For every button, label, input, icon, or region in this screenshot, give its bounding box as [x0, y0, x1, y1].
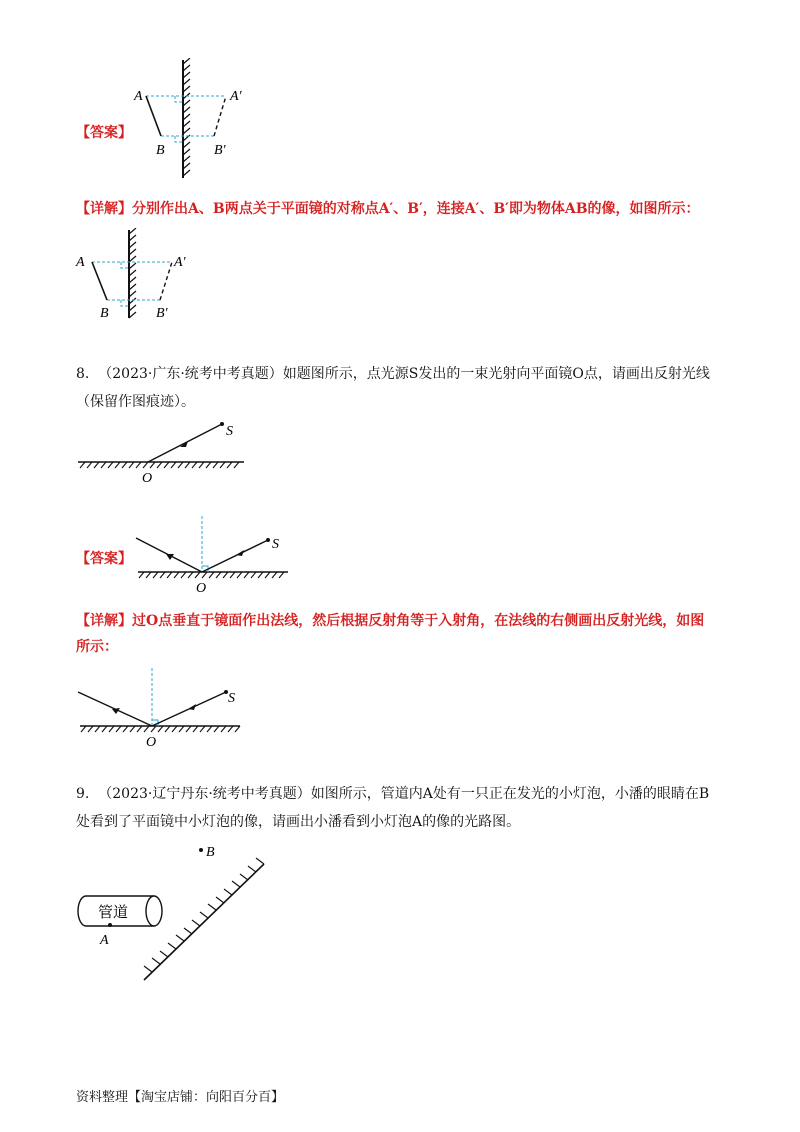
detail-8	[76, 608, 736, 660]
detail-tag: 【详解】	[76, 201, 132, 217]
image-ab	[160, 262, 172, 300]
detail-tag: 【详解】	[76, 613, 132, 629]
plane-mirror	[144, 858, 264, 980]
detail-7	[76, 196, 736, 222]
reflection-question-figure	[76, 416, 256, 486]
object-ab	[92, 262, 107, 300]
plane-mirror	[183, 58, 190, 178]
mirror-hatching	[139, 572, 284, 578]
incident-arrow	[188, 704, 196, 710]
plane-mirror	[129, 228, 136, 318]
mirror-hatching	[81, 726, 240, 732]
reflection-answer-figure	[132, 514, 292, 596]
reflection-detail-figure	[74, 666, 254, 750]
bulb-point-a	[108, 923, 112, 927]
question-8	[76, 360, 736, 416]
footer-text: 资料整理【淘宝店铺：向阳百分百】	[76, 1090, 285, 1105]
label-a: A	[100, 933, 109, 948]
detail-text: 过O点垂直于镜面作出法线，然后根据反射角等于入射角，在法线的右侧画出反射光线，如图	[132, 613, 705, 629]
light-source-s	[266, 538, 270, 542]
question-source: （2023·广东·统考中考真题）	[98, 366, 283, 382]
label-o: O	[142, 471, 153, 486]
label-a: A	[76, 255, 85, 270]
mirror-hatching	[80, 462, 239, 468]
question-number: 8.	[76, 366, 90, 382]
answer-tag: 【答案】	[76, 125, 132, 141]
label-b: B	[156, 143, 165, 158]
mirror-image-figure-detail	[74, 228, 214, 320]
label-s: S	[272, 537, 279, 552]
question-text: 如图所示，管道内A处有一只正在发光的小灯泡，小潘的眼睛在B	[310, 786, 710, 802]
label-o: O	[146, 735, 157, 750]
label-b-prime: B′	[156, 306, 168, 320]
question-9	[76, 780, 736, 836]
incident-ray	[148, 424, 222, 462]
pipe-label: 管道	[98, 905, 129, 921]
label-s: S	[228, 691, 235, 706]
answer-tag-8: 【答案】	[76, 551, 132, 567]
label-a-prime: A′	[230, 89, 242, 104]
question-text: 如题图所示，点光源S发出的一束光射向平面镜O点，请画出反射光线	[282, 366, 710, 382]
detail-text-line2: 所示：	[76, 639, 118, 655]
image-ab	[214, 96, 226, 136]
incident-arrow	[236, 550, 244, 556]
question-text-line2: 处看到了平面镜中小灯泡的像，请画出小潘看到小灯泡A的像的光路图。	[76, 814, 521, 830]
light-source-s	[220, 422, 224, 426]
eye-point-b	[199, 848, 203, 852]
question-number: 9.	[76, 786, 90, 802]
question-source: （2023·辽宁丹东·统考中考真题）	[98, 786, 311, 802]
question-text-line2: （保留作图痕迹）。	[76, 394, 195, 410]
mirror-image-figure-answer	[128, 58, 268, 180]
label-b-prime: B′	[214, 143, 226, 158]
label-b: B	[100, 306, 109, 320]
label-a: A	[134, 89, 143, 104]
label-s: S	[226, 424, 233, 439]
label-o: O	[196, 581, 207, 596]
detail-text: 分别作出A、B两点关于平面镜的对称点A′、B′，连接A′、B′即为物体AB的像，如图所示：	[132, 201, 700, 217]
label-b: B	[206, 845, 215, 860]
label-a-prime: A′	[174, 255, 186, 270]
object-ab	[146, 96, 161, 136]
pipe-mirror-figure	[74, 840, 274, 986]
incident-ray	[202, 540, 268, 572]
